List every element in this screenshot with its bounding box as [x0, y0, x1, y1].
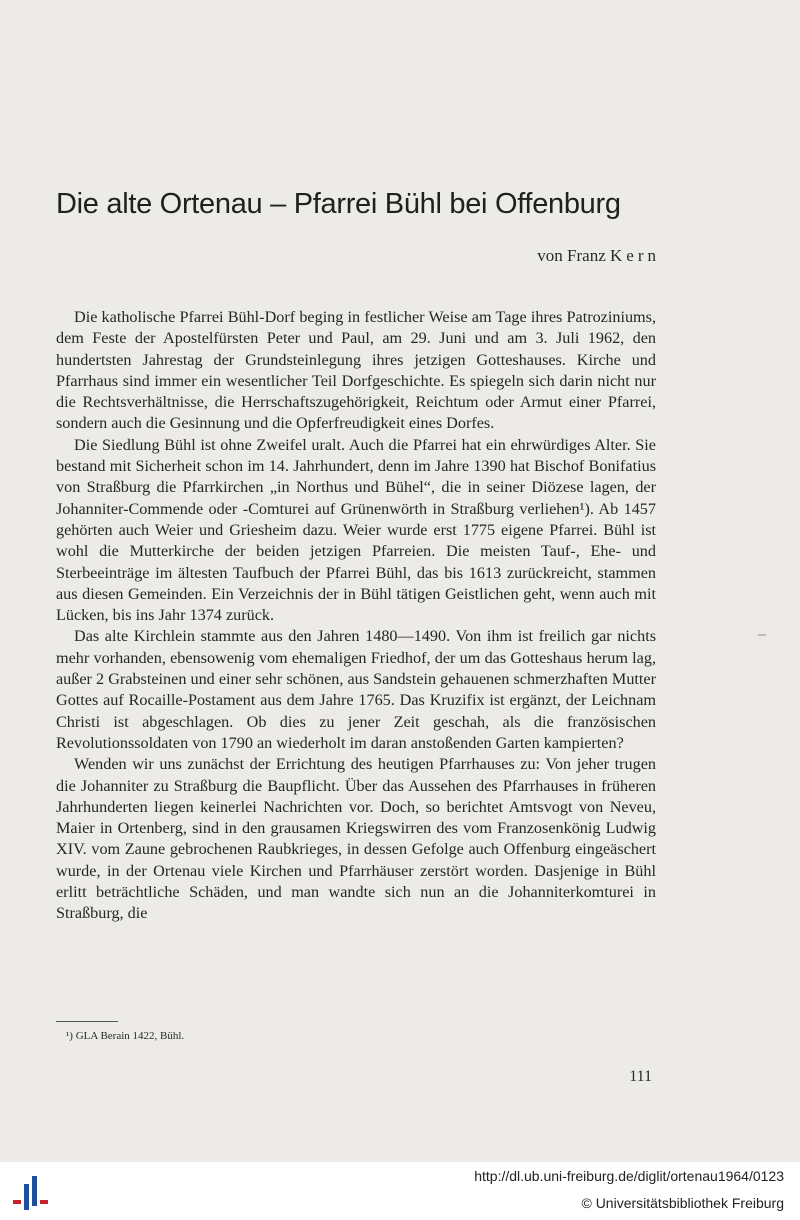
permalink[interactable]: http://dl.ub.uni-freiburg.de/diglit/ortenau1964/0123 — [474, 1168, 784, 1184]
article-body — [56, 307, 656, 925]
article-title: Die alte Ortenau – Pfarrei Bühl bei Offenburg — [56, 188, 621, 220]
paragraph-2: Die Siedlung Bühl ist ohne Zweifel uralt. Auch die Pfarrei hat ein ehrwürdiges Alter. Sie bestand mit Sicherheit schon im 14. Jahrhundert, denn im Jahre 1390 hat Bischof Bonifatius von Straßburg die Pfarrkirchen „in Northus und Bühel“, die in seiner Diözese lagen, der Johanniter-Commende oder -Comturei auf Grünenwörth in Straßburg verliehen¹). Ab 1457 gehörten auch Weier und Griesheim dazu. Weier wurde erst 1775 eigene Pfarrei. Bühl ist wohl die Mutterkirche der beiden jetzigen Pfarreien. Die meisten Tauf-, Ehe- und Sterbeeinträge im ältesten Taufbuch der Pfarrei Bühl, das bis 1613 zurückreicht, stammen aus diesen Gemeinden. Ein Verzeichnis der in Bühl tätigen Geistlichen geht, wenn auch mit Lücken, bis ins Jahr 1374 zurück. — [56, 435, 656, 625]
paragraph-4: Wenden wir uns zunächst der Errichtung des heutigen Pfarrhauses zu: Von jeher trugen die Johanniter zu Straßburg die Baupflicht. Über das Aussehen des Pfarrhauses in früheren Jahrhunderten liegen keinerlei Nachrichten vor. Doch, so berichtet Amtsvogt von Neveu, Maier in Ortenberg, sind in den grausamen Kriegswirren des vom Franzosenkönig Ludwig XIV. vom Zaune gebrochenen Raubkrieges, in dessen Gefolge auch Offenburg eingeäschert wurde, in der Ortenau viele Kirchen und Pfarrhäuser zerstört worden. Dasjenige in Bühl erlitt beträchtliche Schäden, und man wandte sich nun an die Johanniterkomturei in Straßburg, die — [56, 755, 656, 923]
page-number: 111 — [629, 1068, 652, 1085]
footnote-rule — [56, 1021, 118, 1022]
author-prefix: von Franz — [537, 246, 611, 265]
paragraph-3: Das alte Kirchlein stammte aus den Jahren 1480—1490. Von ihm ist freilich gar nichts mehr vorhanden, ebensowenig vom ehemaligen Friedhof, der um das Gotteshaus herum lag, außer 2 Grabsteinen und einer sehr schönen, aus Sandstein gehauenen schmerzhaften Mutter Gottes auf Rocaille-Postament aus dem Jahre 1765. Das Kruzifix ist ergänzt, der Leichnam Christi ist abgeschlagen. Ob dies zu jener Zeit geschah, als die französischen Revolutionssoldaten von 1790 an wiederholt im daran anstoßenden Garten kampierten? — [56, 627, 656, 752]
paragraph-1: Die katholische Pfarrei Bühl-Dorf beging in festlicher Weise am Tage ihres Patroziniums, dem Feste der Apostelfürsten Peter und Paul, am 29. Juni und am 3. Juli 1962, den hundertsten Jahrestag der Grundsteinlegung ihres jetzigen Gotteshauses. Kirche und Pfarrhaus sind immer ein wesentlicher Teil Dorfgeschichte. Es spiegeln sich darin nicht nur die Rechtsverhältnisse, die Herrschaftszugehörigkeit, Reichtum oder Armut einer Pfarrei, sondern auch die Gesinnung und die Opferfreudigkeit eines Dorfes. — [56, 308, 656, 433]
viewer-footer — [0, 1162, 800, 1220]
library-logo-icon — [10, 1170, 52, 1210]
author-line — [537, 246, 660, 266]
footnote: ¹) GLA Berain 1422, Bühl. — [66, 1030, 185, 1042]
author-surname: Kern — [610, 246, 660, 265]
scan-mark — [758, 634, 766, 636]
copyright-notice: © Universitätsbibliothek Freiburg — [581, 1195, 784, 1211]
